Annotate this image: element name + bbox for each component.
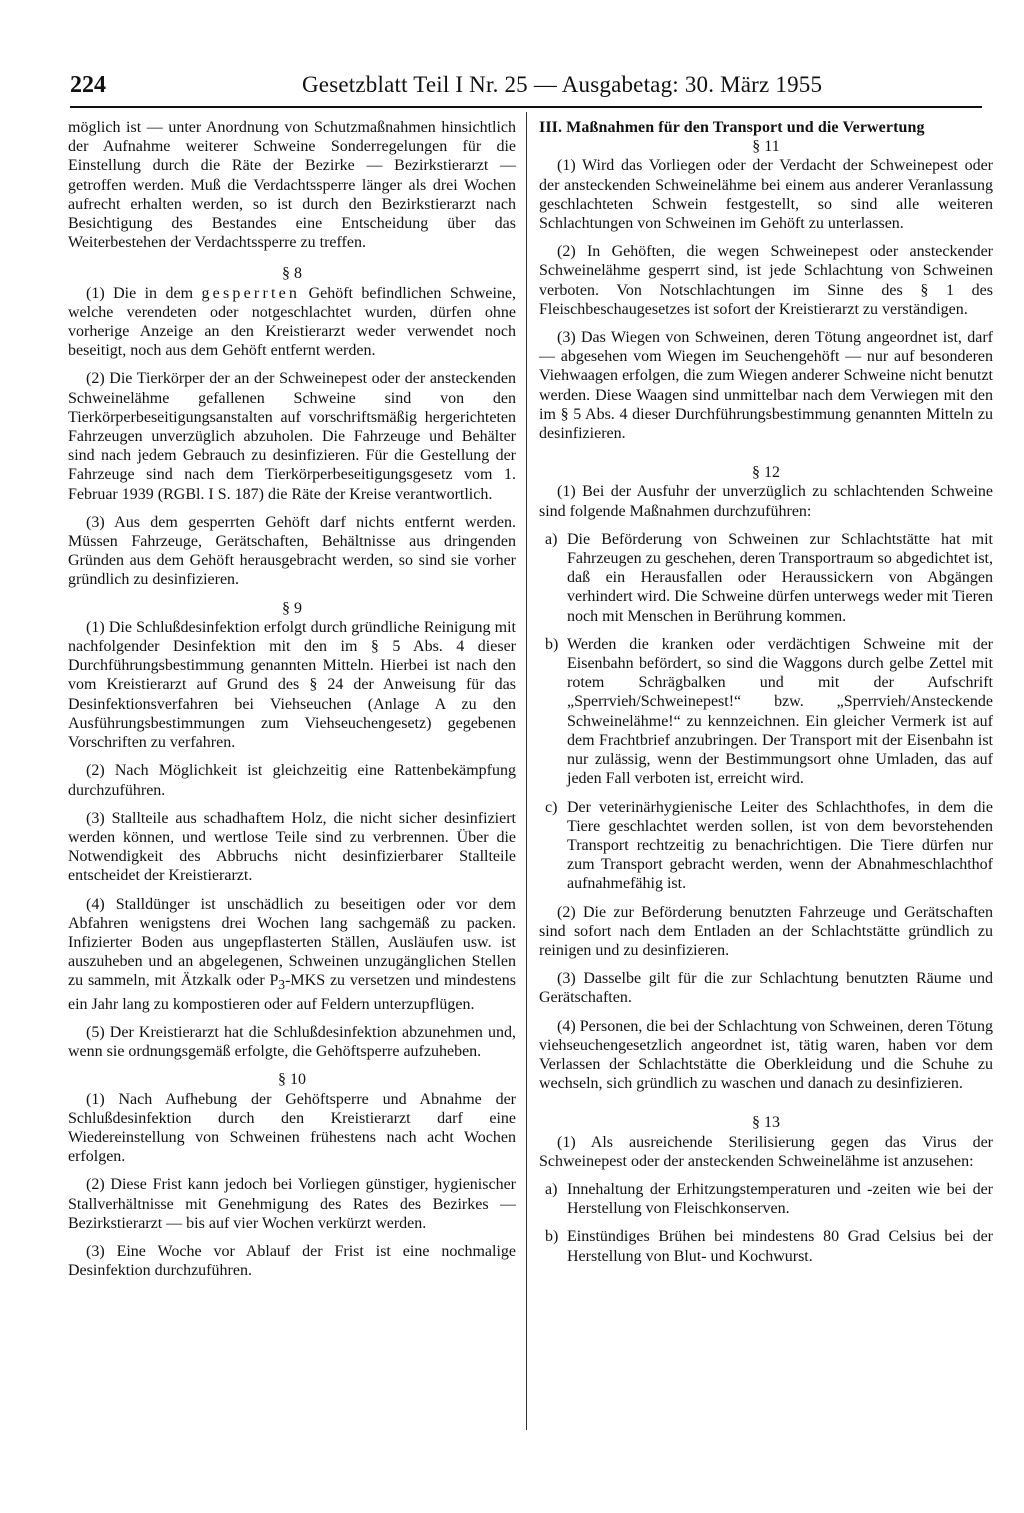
section-9-paragraph-1: (1) Die Schlußdesinfektion erfolgt durch gründliche Reinigung mit nachfolgender Desinfektion mit den im § 5 Abs. 4 dieser Durchführungsbestimmung genannten Mitteln. Hierbei ist nach den vom Kreistierarzt auf Grund des § 24 der Anweisung für das Desinfektionsverfahren bei Viehseuchen (Anlage A zu den Ausführungsbestimmungen zum Viehseuchengesetz) gegebenen Vorschriften zu verfahren. <box>68 618 516 752</box>
list-item-label: b) <box>545 635 559 653</box>
list-item-text: Die Beförderung von Schweinen zur Schlachtstätte hat mit Fahrzeugen zu geschehen, deren Transportraum so abgedichtet ist, daß ein Herausfallen oder Heraussickern von Abgängen verhindert wird. Die Schweine dürfen unterwegs weder mit Tieren noch mit Menschen in Berührung kommen. <box>567 530 993 625</box>
page-header <box>70 72 982 102</box>
section-9-paragraph-5: (5) Der Kreistierarzt hat die Schlußdesinfektion abzunehmen und, wenn sie ordnungsgemäß erfolgte, die Gehöftsperre aufzuheben. <box>68 1023 516 1061</box>
section-12-paragraph-4: (4) Personen, die bei der Schlachtung von Schweinen, deren Tötung viehseuchengesetzlich angeordnet ist, tätig waren, haben vor dem Verlassen der Schlachtstätte die Oberkleidung und die Schuhe zu wechseln, sich gründlich zu waschen und danach zu desinfizieren. <box>539 1017 993 1093</box>
list-item <box>539 635 993 789</box>
header-rule <box>70 106 982 108</box>
left-column <box>68 118 516 1289</box>
list-item-label: c) <box>545 798 558 816</box>
section-13-paragraph-1: (1) Als ausreichende Sterilisierung gegen das Virus der Schweinepest oder der ansteckenden Schweinelähme ist anzusehen: <box>539 1133 993 1170</box>
section-11-paragraph-1: (1) Wird das Vorliegen oder der Verdacht der Schweinepest oder der ansteckenden Schweinelähme bei einem aus anderer Veranlassung geschlachteten Schwein festgestellt, so sind alle weiteren Schlachtungen von Schweinen im Gehöft zu unterlassen. <box>539 157 993 233</box>
list-item <box>539 1180 993 1218</box>
section-8-paragraph-1: (1) Die in dem gesperrten Gehöft befindlichen Schweine, welche verendeten oder notgeschlachtet wurden, dürfen ohne vorherige Anzeige an den Kreistierarzt weder verwendet noch beseitigt, noch aus dem Gehöft entfernt werden. <box>68 284 517 360</box>
list-item-text: Der veterinärhygienische Leiter des Schlachthofes, in dem die Tiere geschlachtet werden sollen, ist von dem bevorstehenden Transport rechtzeitig zu benachrichtigen. Die Tiere dürfen nur zum Transport gebracht werden, wenn der Abnahmeschlachthof aufnahmefähig ist. <box>567 798 993 893</box>
section-10-paragraph-2: (2) Diese Frist kann jedoch bei Vorliegen günstiger, hygienischer Stallverhältnisse mit Genehmigung des Rates des Bezirkes — Bezirkstierarzt — bis auf vier Wochen verkürzt werden. <box>68 1176 516 1232</box>
list-item-text: Einstündiges Brühen bei mindestens 80 Grad Celsius bei der Herstellung von Blut- und Kochwurst. <box>567 1228 993 1265</box>
list-item-text: Werden die kranken oder verdächtigen Schweine mit der Eisenbahn befördert, so sind die Waggons durch gelbe Zettel mit rotem Schrägbalken und mit der Aufschrift „Sperrvieh/Schweinepest!“ bzw. „Sperrvieh/Ansteckende Schweinelähme!“ zu kennzeichnen. Ein gleicher Vermerk ist auf dem Frachtbrief anzubringen. Der Transport mit der Eisenbahn ist nur zulässig, wenn der Bestimmungsort ohne Umladen, das auf jeden Fall verboten ist, erreicht wird. <box>567 635 993 788</box>
list-item-label: a) <box>545 1180 558 1198</box>
list-item <box>539 798 993 894</box>
section-8-paragraph-3: (3) Aus dem gesperrten Gehöft darf nichts entfernt werden. Müssen Fahrzeuge, Gerätschaften, Behältnisse aus dringenden Gründen aus dem Gehöft herausgebracht werden, so sind sie vorher gründlich zu desinfizieren. <box>68 513 516 589</box>
section-12-paragraph-3: (3) Dasselbe gilt für die zur Schlachtung benutzten Räume und Gerätschaften. <box>539 970 993 1007</box>
section-12-title: § 12 <box>752 464 780 482</box>
column-divider <box>526 112 527 1430</box>
section-10-title: § 10 <box>278 1071 306 1089</box>
section-11-paragraph-3: (3) Das Wiegen von Schweinen, deren Tötung angeordnet ist, darf — abgesehen vom Wiegen im Seuchengehöft — nur auf besonderen Viehwaagen erfolgen, die zum Wiegen anderer Schweine nicht benutzt werden. Diese Waagen sind unmittelbar nach dem Verwiegen mit den im § 5 Abs. 4 dieser Durchführungsbestimmung genannten Mitteln zu desinfizieren. <box>539 329 993 443</box>
continued-paragraph: möglich ist — unter Anordnung von Schutzmaßnahmen hinsichtlich der Aufnahme weiterer Schweine Sonderregelungen für die Einstellung durch die Räte der Bezirke — Bezirkstierarzt — getroffen werden. Muß die Verdachtssperre länger als drei Wochen aufrecht erhalten werden, so ist durch den Bezirkstierarzt nach Besichtigung des Bestandes eine Entscheidung über das Weiterbestehen der Verdachtssperre zu treffen. <box>68 119 516 252</box>
section-9-paragraph-2: (2) Nach Möglichkeit ist gleichzeitig eine Rattenbekämpfung durchzuführen. <box>68 762 516 799</box>
running-title: Gesetzblatt Teil I Nr. 25 — Ausgabetag: 30. März 1955 <box>302 72 823 97</box>
section-12-paragraph-1: (1) Bei der Ausfuhr der unverzüglich zu schlachtenden Schweine sind folgende Maßnahmen durchzuführen: <box>539 483 993 520</box>
section-11-paragraph-2: (2) In Gehöften, die wegen Schweinepest oder ansteckender Schweinelähme gesperrt sind, ist jede Schlachtung von Schweinen verboten. Von Notschlachtungen im Sinne des § 1 des Fleischbeschaugesetzes ist sofort der Kreistierarzt zu verständigen. <box>539 243 993 318</box>
list-item <box>539 1227 993 1265</box>
list-item-text: Innehaltung der Erhitzungstemperaturen und -zeiten wie bei der Herstellung von Fleischkonserven. <box>567 1180 993 1218</box>
list-item <box>539 530 993 626</box>
section-8-paragraph-2: (2) Die Tierkörper der an der Schweinepest oder der ansteckenden Schweinelähme gefallenen Schweine sind von den Tierkörperbeseitigungsanstalten auf vorschriftsmäßig hergerichteten Fahrzeugen unverzüglich abzuholen. Die Fahrzeuge und Behälter sind nach jedem Gebrauch zu desinfizieren. Für die Gestellung der Fahrzeuge sind nach dem Tierkörperbeseitigungsgesetz vom 1. Februar 1939 (RGBl. I S. 187) die Räte der Kreise verantwortlich. <box>68 370 516 503</box>
page-number: 224 <box>70 72 106 98</box>
section-13-title: § 13 <box>752 1114 780 1132</box>
list-item-label: b) <box>545 1228 559 1246</box>
section-9-title: § 9 <box>282 599 302 617</box>
section-11-title: § 11 <box>752 138 780 156</box>
section-10-paragraph-1: (1) Nach Aufhebung der Gehöftsperre und Abnahme der Schlußdesinfektion durch den Kreistierarzt darf eine Wiedereinstellung von Schweinen frühestens nach acht Wochen erfolgen. <box>68 1090 516 1166</box>
section-12-paragraph-2: (2) Die zur Beförderung benutzten Fahrzeuge und Gerätschaften sind sofort nach dem Entladen an der Schlachtstätte gründlich zu reinigen und zu desinfizieren. <box>539 903 993 959</box>
section-10-paragraph-3: (3) Eine Woche vor Ablauf der Frist ist eine nochmalige Desinfektion durchzuführen. <box>68 1242 516 1280</box>
section-9-paragraph-4: (4) Stalldünger ist unschädlich zu beseitigen oder vor dem Abfahren wenigstens drei Wochen lang sachgemäß zu packen. Infizierter Boden aus ungepflasterten Ställen, Ausläufen usw. ist auszuheben und an abgelegenen, Schweinen unzugänglichen Stellen zu sammeln, mit Ätzkalk oder $P_3$-MKS zu versetzen und mindestens ein Jahr lang zu kompostieren oder auf Feldern unterzupflügen. <box>68 895 516 1013</box>
part-heading: III. Maßnahmen für den Transport und die Verwertung <box>539 119 925 136</box>
section-8-title: § 8 <box>282 265 302 283</box>
right-column <box>539 118 993 1275</box>
section-9-paragraph-3: (3) Stallteile aus schadhaftem Holz, die nicht sicher desinfiziert werden können, und wertlose Teile sind zu verbrennen. Über die Notwendigkeit des Abbruchs nicht desinfizierbarer Stallteile entscheidet der Kreistierarzt. <box>68 809 516 885</box>
list-item-label: a) <box>545 530 558 548</box>
